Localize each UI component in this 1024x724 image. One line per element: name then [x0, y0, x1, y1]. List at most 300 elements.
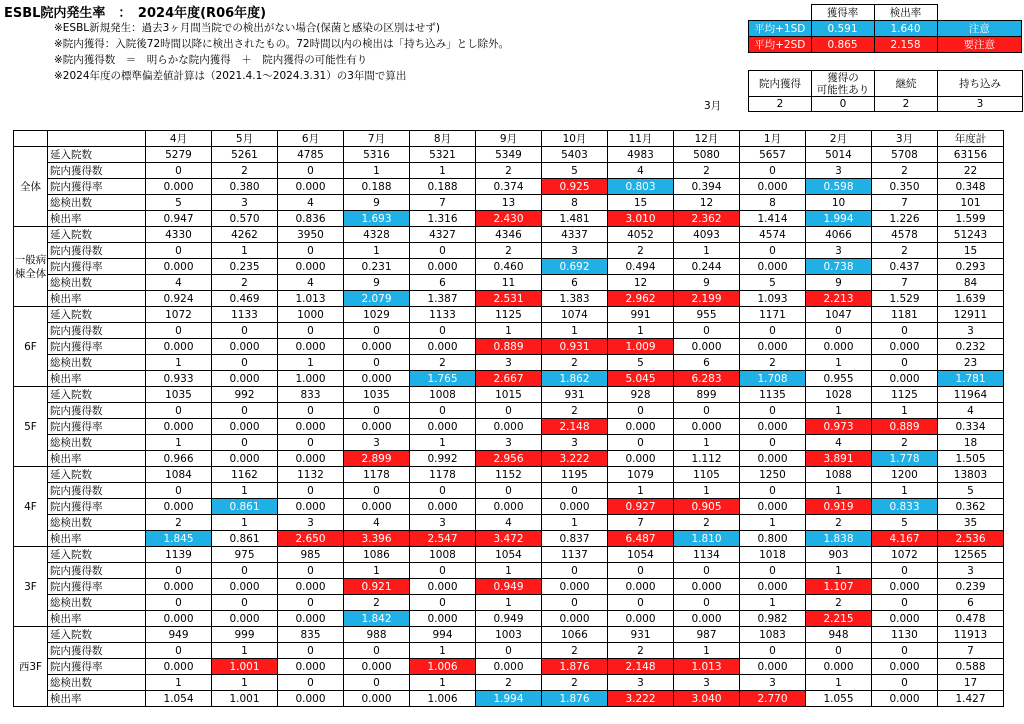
table-cell: 5	[542, 163, 608, 179]
table-cell: 0	[278, 435, 344, 451]
table-cell: 0.000	[476, 659, 542, 675]
row-label: 検出率	[48, 611, 146, 627]
table-cell: 0.738	[806, 259, 872, 275]
table-cell: 1125	[476, 307, 542, 323]
table-cell: 18	[938, 435, 1004, 451]
table-cell: 3	[212, 195, 278, 211]
table-row	[14, 579, 1004, 595]
table-cell: 0.000	[542, 579, 608, 595]
table-cell: 0.000	[740, 579, 806, 595]
table-cell: 5	[608, 355, 674, 371]
table-cell: 1.009	[608, 339, 674, 355]
table-cell: 1.107	[806, 579, 872, 595]
table-cell: 4	[344, 515, 410, 531]
row-label: 院内獲得率	[48, 339, 146, 355]
table-cell: 4337	[542, 227, 608, 243]
table-cell: 4	[278, 275, 344, 291]
table-cell: 928	[608, 387, 674, 403]
table-cell: 1072	[146, 307, 212, 323]
table-cell: 1008	[410, 547, 476, 563]
table-cell: 1.316	[410, 211, 476, 227]
table-cell: 3.040	[674, 691, 740, 707]
table-cell: 0	[146, 403, 212, 419]
table-cell: 0	[542, 563, 608, 579]
table-cell: 0.966	[146, 451, 212, 467]
table-cell: 0.000	[344, 339, 410, 355]
table-cell: 3	[938, 563, 1004, 579]
table-cell: 1139	[146, 547, 212, 563]
row-label: 院内獲得数	[48, 643, 146, 659]
table-cell: 0.232	[938, 339, 1004, 355]
table-cell: 7	[872, 195, 938, 211]
table-cell: 0.000	[410, 579, 476, 595]
table-cell: 0	[146, 563, 212, 579]
table-cell: 3	[608, 675, 674, 691]
row-label: 総検出数	[48, 435, 146, 451]
month-header: 7月	[344, 131, 410, 147]
table-cell: 1	[674, 483, 740, 499]
table-cell: 0	[410, 595, 476, 611]
table-cell: 0	[278, 675, 344, 691]
table-cell: 1079	[608, 467, 674, 483]
table-cell: 2	[344, 595, 410, 611]
table-cell: 22	[938, 163, 1004, 179]
table-cell: 1133	[212, 307, 278, 323]
table-cell: 0.000	[608, 579, 674, 595]
summary-header: 持ち込み	[938, 71, 1023, 97]
table-cell: 0.973	[806, 419, 872, 435]
summary-month-label: 3月	[704, 100, 722, 112]
table-cell: 1	[872, 403, 938, 419]
table-cell: 1134	[674, 547, 740, 563]
table-cell: 4328	[344, 227, 410, 243]
table-cell: 0.905	[674, 499, 740, 515]
table-cell: 1074	[542, 307, 608, 323]
table-cell: 13	[476, 195, 542, 211]
table-cell: 0.925	[542, 179, 608, 195]
table-cell: 1008	[410, 387, 476, 403]
table-cell: 0	[410, 483, 476, 499]
table-cell: 0.000	[740, 259, 806, 275]
table-cell: 1137	[542, 547, 608, 563]
table-cell: 2	[872, 163, 938, 179]
table-cell: 0.000	[212, 419, 278, 435]
row-label: 延入院数	[48, 147, 146, 163]
month-header: 1月	[740, 131, 806, 147]
table-cell: 0.992	[410, 451, 476, 467]
table-cell: 1054	[608, 547, 674, 563]
table-cell: 931	[542, 387, 608, 403]
table-cell: 0	[146, 323, 212, 339]
table-cell: 1	[806, 563, 872, 579]
table-cell: 0.949	[476, 611, 542, 627]
table-cell: 0	[542, 595, 608, 611]
row-label: 検出率	[48, 211, 146, 227]
table-cell: 1	[410, 435, 476, 451]
table-cell: 2.547	[410, 531, 476, 547]
row-label: 検出率	[48, 291, 146, 307]
table-row	[14, 531, 1004, 547]
table-cell: 0.000	[542, 611, 608, 627]
table-cell: 2.148	[608, 659, 674, 675]
table-cell: 0.350	[872, 179, 938, 195]
table-cell: 0.000	[212, 611, 278, 627]
table-cell: 0.000	[344, 419, 410, 435]
table-cell: 2	[476, 163, 542, 179]
row-label: 院内獲得数	[48, 563, 146, 579]
table-cell: 0.000	[542, 499, 608, 515]
table-cell: 0	[740, 403, 806, 419]
table-cell: 0.000	[146, 579, 212, 595]
table-cell: 0.000	[278, 259, 344, 275]
table-cell: 1.505	[938, 451, 1004, 467]
table-cell: 3950	[278, 227, 344, 243]
table-cell: 6.487	[608, 531, 674, 547]
month-header: 3月	[872, 131, 938, 147]
table-cell: 12	[674, 195, 740, 211]
table-cell: 1.599	[938, 211, 1004, 227]
table-cell: 0.000	[410, 419, 476, 435]
table-cell: 0.362	[938, 499, 1004, 515]
legend-header-detection: 検出率	[874, 5, 937, 21]
table-cell: 1.529	[872, 291, 938, 307]
row-label: 総検出数	[48, 195, 146, 211]
table-row	[14, 307, 1004, 323]
table-cell: 0.000	[608, 419, 674, 435]
table-cell: 1178	[344, 467, 410, 483]
table-cell: 0	[674, 595, 740, 611]
row-label: 院内獲得率	[48, 499, 146, 515]
group-label: 5F	[14, 387, 48, 467]
table-row	[14, 659, 1004, 675]
table-cell: 0	[608, 563, 674, 579]
table-cell: 0.000	[278, 691, 344, 707]
table-cell: 4052	[608, 227, 674, 243]
month-header: 10月	[542, 131, 608, 147]
table-cell: 1.876	[542, 691, 608, 707]
table-cell: 0.833	[872, 499, 938, 515]
table-cell: 0.000	[278, 499, 344, 515]
table-cell: 0.000	[872, 659, 938, 675]
table-cell: 2	[740, 355, 806, 371]
table-cell: 9	[344, 275, 410, 291]
table-cell: 1171	[740, 307, 806, 323]
table-cell: 4578	[872, 227, 938, 243]
table-cell: 0.000	[806, 659, 872, 675]
table-cell: 1	[344, 243, 410, 259]
table-cell: 2.531	[476, 291, 542, 307]
month-header: 年度計	[938, 131, 1004, 147]
table-cell: 17	[938, 675, 1004, 691]
legend-status: 要注意	[937, 37, 1022, 53]
table-cell: 2.079	[344, 291, 410, 307]
table-cell: 1	[872, 483, 938, 499]
table-cell: 0	[278, 595, 344, 611]
table-cell: 2.650	[278, 531, 344, 547]
table-cell: 3	[542, 243, 608, 259]
group-label: 3F	[14, 547, 48, 627]
table-cell: 1035	[146, 387, 212, 403]
table-cell: 1.994	[476, 691, 542, 707]
table-cell: 0.188	[410, 179, 476, 195]
month-header: 9月	[476, 131, 542, 147]
table-row	[14, 595, 1004, 611]
table-cell: 5	[740, 275, 806, 291]
table-cell: 0	[674, 563, 740, 579]
table-cell: 0.000	[146, 339, 212, 355]
table-cell: 4066	[806, 227, 872, 243]
table-cell: 0.000	[344, 691, 410, 707]
table-cell: 2	[542, 675, 608, 691]
table-cell: 4346	[476, 227, 542, 243]
table-row	[14, 275, 1004, 291]
table-cell: 1047	[806, 307, 872, 323]
table-cell: 1.001	[212, 659, 278, 675]
table-cell: 0	[674, 323, 740, 339]
table-cell: 0.000	[674, 611, 740, 627]
table-cell: 2.215	[806, 611, 872, 627]
table-cell: 1.013	[278, 291, 344, 307]
table-cell: 2.962	[608, 291, 674, 307]
table-cell: 985	[278, 547, 344, 563]
table-row	[14, 675, 1004, 691]
table-cell: 3.222	[608, 691, 674, 707]
row-label: 検出率	[48, 371, 146, 387]
table-row	[14, 419, 1004, 435]
table-cell: 2	[872, 243, 938, 259]
legend-row-1sd	[749, 21, 1022, 37]
table-cell: 1083	[740, 627, 806, 643]
table-cell: 6	[674, 355, 740, 371]
legend-acquisition-value: 0.865	[811, 37, 874, 53]
table-cell: 0.000	[212, 371, 278, 387]
table-cell: 0	[278, 163, 344, 179]
table-cell: 0.000	[872, 691, 938, 707]
table-cell: 1.781	[938, 371, 1004, 387]
table-cell: 2.199	[674, 291, 740, 307]
table-cell: 1	[476, 323, 542, 339]
table-cell: 991	[608, 307, 674, 323]
legend-status: 注意	[937, 21, 1022, 37]
table-cell: 5261	[212, 147, 278, 163]
table-cell: 0.000	[344, 659, 410, 675]
table-cell: 0.933	[146, 371, 212, 387]
table-cell: 2.956	[476, 451, 542, 467]
table-cell: 6.283	[674, 371, 740, 387]
table-cell: 0	[146, 243, 212, 259]
summary-value: 2	[749, 97, 812, 112]
table-cell: 0.231	[344, 259, 410, 275]
group-label: 6F	[14, 307, 48, 387]
table-cell: 1.383	[542, 291, 608, 307]
table-cell: 5403	[542, 147, 608, 163]
note-line: ※ESBL新規発生：過去3ヶ月間当院での検出がない場合(保菌と感染の区別はせず)	[54, 22, 441, 34]
table-cell: 1	[344, 163, 410, 179]
table-cell: 1.427	[938, 691, 1004, 707]
table-cell: 1	[806, 483, 872, 499]
table-row	[14, 483, 1004, 499]
table-cell: 3	[938, 323, 1004, 339]
table-cell: 3	[674, 675, 740, 691]
table-cell: 1132	[278, 467, 344, 483]
table-cell: 0	[872, 355, 938, 371]
table-cell: 5708	[872, 147, 938, 163]
table-cell: 0	[872, 323, 938, 339]
table-cell: 0.000	[410, 499, 476, 515]
table-cell: 0.000	[410, 339, 476, 355]
table-cell: 931	[608, 627, 674, 643]
table-cell: 1018	[740, 547, 806, 563]
table-cell: 949	[146, 627, 212, 643]
table-cell: 2	[674, 515, 740, 531]
incidence-table	[13, 130, 1004, 707]
table-cell: 1.842	[344, 611, 410, 627]
table-cell: 0.889	[476, 339, 542, 355]
table-cell: 35	[938, 515, 1004, 531]
table-cell: 6	[410, 275, 476, 291]
table-cell: 0	[740, 435, 806, 451]
table-cell: 0.588	[938, 659, 1004, 675]
table-cell: 4	[476, 515, 542, 531]
table-cell: 2	[212, 275, 278, 291]
table-cell: 0	[278, 643, 344, 659]
table-cell: 0.000	[278, 451, 344, 467]
legend-detection-value: 1.640	[874, 21, 937, 37]
table-cell: 0	[806, 643, 872, 659]
table-cell: 0.861	[212, 499, 278, 515]
table-cell: 1.845	[146, 531, 212, 547]
table-cell: 2	[674, 163, 740, 179]
table-cell: 0	[872, 595, 938, 611]
table-cell: 0	[212, 355, 278, 371]
row-label: 延入院数	[48, 547, 146, 563]
note-line: ※院内獲得：入院後72時間以降に検出されたもの。72時間以内の検出は「持ち込み」とし除外。	[54, 38, 510, 50]
table-cell: 2.667	[476, 371, 542, 387]
table-cell: 4983	[608, 147, 674, 163]
table-cell: 0.800	[740, 531, 806, 547]
table-cell: 0	[806, 323, 872, 339]
table-cell: 0.000	[146, 179, 212, 195]
table-cell: 1035	[344, 387, 410, 403]
table-cell: 84	[938, 275, 1004, 291]
table-cell: 1105	[674, 467, 740, 483]
table-cell: 0.437	[872, 259, 938, 275]
table-cell: 2	[608, 643, 674, 659]
table-cell: 1003	[476, 627, 542, 643]
table-cell: 1	[542, 323, 608, 339]
table-row	[14, 243, 1004, 259]
table-cell: 1	[146, 355, 212, 371]
table-cell: 0.861	[212, 531, 278, 547]
table-cell: 0.000	[344, 499, 410, 515]
row-label: 院内獲得率	[48, 419, 146, 435]
table-cell: 0	[608, 595, 674, 611]
table-cell: 5080	[674, 147, 740, 163]
table-cell: 23	[938, 355, 1004, 371]
legend-acquisition-value: 0.591	[811, 21, 874, 37]
table-cell: 0.000	[212, 451, 278, 467]
table-row	[14, 611, 1004, 627]
table-cell: 0.000	[212, 579, 278, 595]
table-cell: 0.947	[146, 211, 212, 227]
table-cell: 0	[344, 323, 410, 339]
table-cell: 0	[872, 675, 938, 691]
table-cell: 1135	[740, 387, 806, 403]
table-cell: 899	[674, 387, 740, 403]
table-cell: 13803	[938, 467, 1004, 483]
row-label: 院内獲得数	[48, 323, 146, 339]
table-cell: 0.394	[674, 179, 740, 195]
table-cell: 2	[542, 643, 608, 659]
table-cell: 0	[740, 163, 806, 179]
table-cell: 3	[410, 515, 476, 531]
table-cell: 2.899	[344, 451, 410, 467]
table-cell: 1250	[740, 467, 806, 483]
table-cell: 1130	[872, 627, 938, 643]
table-cell: 1015	[476, 387, 542, 403]
table-cell: 0	[212, 403, 278, 419]
table-cell: 2.362	[674, 211, 740, 227]
table-cell: 7	[608, 515, 674, 531]
table-cell: 1088	[806, 467, 872, 483]
table-cell: 1.387	[410, 291, 476, 307]
table-cell: 5014	[806, 147, 872, 163]
table-cell: 2	[806, 595, 872, 611]
legend-header-acquisition: 獲得率	[811, 5, 874, 21]
group-label: 4F	[14, 467, 48, 547]
table-cell: 0.000	[872, 339, 938, 355]
table-cell: 4.167	[872, 531, 938, 547]
table-cell: 1181	[872, 307, 938, 323]
table-cell: 4	[938, 403, 1004, 419]
table-cell: 1028	[806, 387, 872, 403]
legend-label: 平均+2SD	[749, 37, 812, 53]
legend-label: 平均+1SD	[749, 21, 812, 37]
table-cell: 0.000	[608, 611, 674, 627]
row-label: 総検出数	[48, 355, 146, 371]
table-cell: 0.374	[476, 179, 542, 195]
table-cell: 5	[938, 483, 1004, 499]
row-label: 院内獲得率	[48, 579, 146, 595]
table-row	[14, 515, 1004, 531]
table-cell: 1.639	[938, 291, 1004, 307]
table-cell: 0	[542, 483, 608, 499]
table-cell: 4785	[278, 147, 344, 163]
table-cell: 1	[608, 323, 674, 339]
table-row	[14, 643, 1004, 659]
table-cell: 1	[740, 595, 806, 611]
table-cell: 1	[146, 435, 212, 451]
table-cell: 3	[542, 435, 608, 451]
table-cell: 835	[278, 627, 344, 643]
table-cell: 1.778	[872, 451, 938, 467]
table-cell: 0.000	[740, 339, 806, 355]
table-cell: 2	[542, 355, 608, 371]
table-cell: 1	[674, 243, 740, 259]
table-cell: 0.494	[608, 259, 674, 275]
table-cell: 0	[872, 643, 938, 659]
table-cell: 0.949	[476, 579, 542, 595]
row-label: 検出率	[48, 451, 146, 467]
table-cell: 0	[344, 643, 410, 659]
table-cell: 1	[212, 243, 278, 259]
table-cell: 0.000	[410, 611, 476, 627]
table-cell: 0	[872, 563, 938, 579]
table-cell: 0	[674, 403, 740, 419]
table-cell: 0	[476, 643, 542, 659]
table-cell: 0	[278, 403, 344, 419]
note-line: ※院内獲得数 ＝ 明らかな院内獲得 ＋ 院内獲得の可能性有り	[54, 54, 368, 66]
